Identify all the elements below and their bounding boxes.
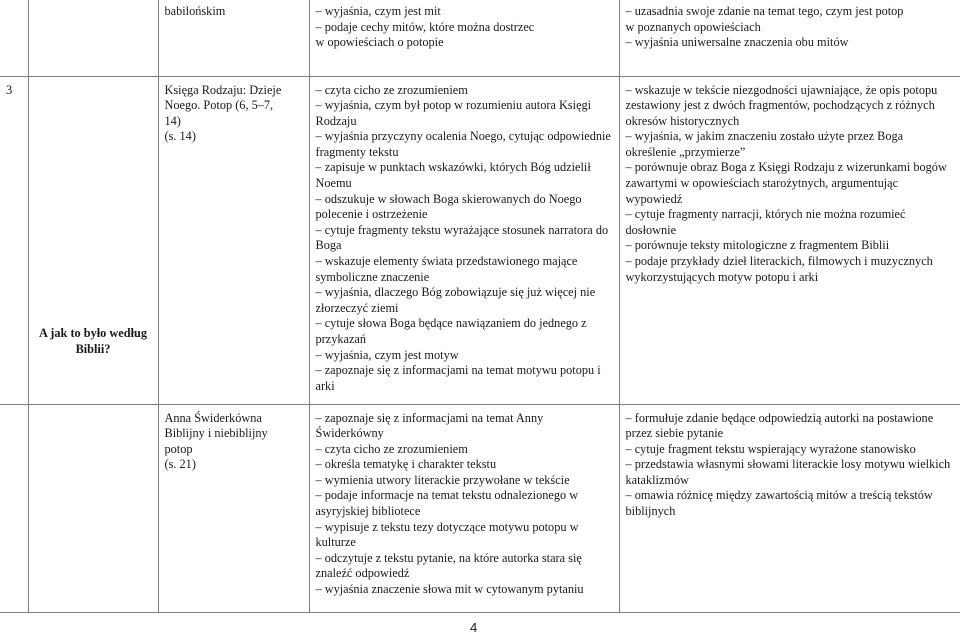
requirement-item: – wyjaśnia, w jakim znaczeniu zostało użyte przez Boga określenie „przymierze” xyxy=(625,129,904,159)
topic-cell xyxy=(28,76,158,404)
text-cell xyxy=(158,76,309,404)
text-line: babilońskim xyxy=(164,4,226,18)
requirement-item: – omawia różnicę między zawartością mitów a treścią tekstów biblijnych xyxy=(625,488,933,519)
requirement-item: – przedstawia własnymi słowami literackie losy motywu wielkich kataklizmów xyxy=(625,457,951,487)
text-line: Noego. Potop (6, 5–7, xyxy=(164,98,274,113)
aim-item: – wskazuje elementy świata przedstawionego mające symboliczne znaczenie xyxy=(315,254,578,284)
aim-item: – wyjaśnia, czym jest mit xyxy=(315,4,441,18)
aim-item: – zapoznaje się z informacjami na temat Anny Świderkówny xyxy=(315,410,544,441)
requirement-item: – cytuje fragment tekstu wspierający wyrażone stanowisko xyxy=(625,441,916,456)
aim-item: – wyjaśnia przyczyny ocalenia Noego, cytując odpowiednie fragmenty tekstu xyxy=(315,129,611,159)
aim-item: – wypisuje z tekstu tezy dotyczące motywu potopu w kulturze xyxy=(315,519,579,550)
text-line: Biblijny i niebiblijny xyxy=(164,426,268,441)
aim-item: – cytuje słowa Boga będące nawiązaniem do jednego z przykazań xyxy=(315,316,587,346)
aim-item: – odszukuje w słowach Boga skierowanych do Noego polecenie i ostrzeżenie xyxy=(315,191,582,222)
aims-cell xyxy=(309,76,619,404)
topic-cell xyxy=(28,0,158,76)
aim-item: – zapisuje w punktach wskazówki, których Bóg udzielił Noemu xyxy=(315,160,591,191)
requirement-item: – wyjaśnia uniwersalne znaczenia obu mitów xyxy=(625,35,849,50)
text-line: Anna Świderkówna xyxy=(164,410,262,425)
lesson-number-cell xyxy=(0,404,28,612)
aim-item: – wymienia utwory literackie przywołane w tekście xyxy=(315,472,570,487)
text-line: 14) xyxy=(164,113,181,128)
table-row xyxy=(0,0,960,76)
requirement-item: – wskazuje w tekście niezgodności ujawniające, że opis potopu zestawiony jest z dwóch fragmentów, pochodzących z różnych okresów historycznych xyxy=(625,82,938,128)
aims-cell xyxy=(309,0,619,76)
requirement-item: w poznanych opowieściach xyxy=(625,19,761,34)
text-line: potop xyxy=(164,441,193,456)
aim-item: – czyta cicho ze zrozumieniem xyxy=(315,82,468,97)
table-row xyxy=(0,76,960,404)
aim-item: – czyta cicho ze zrozumieniem xyxy=(315,441,468,456)
aim-item: – cytuje fragmenty tekstu wyrażające stosunek narratora do Boga xyxy=(315,222,609,253)
text-line: (s. 21) xyxy=(164,457,196,472)
aims-cell xyxy=(309,404,619,612)
lesson-number: 3 xyxy=(6,82,13,97)
requirement-item: – porównuje teksty mitologiczne z fragmentem Biblii xyxy=(625,238,890,253)
requirement-item: – formułuje zdanie będące odpowiedzią autorki na postawione przez siebie pytanie xyxy=(625,410,934,441)
aim-item: – zapoznaje się z informacjami na temat motywu potopu i arki xyxy=(315,363,601,393)
topic-cell xyxy=(28,404,158,612)
aim-item: w opowieściach o potopie xyxy=(315,35,444,50)
table-row xyxy=(0,404,960,612)
lesson-number-cell xyxy=(0,76,28,404)
requirements-cell xyxy=(619,76,960,404)
aim-item: – podaje cechy mitów, które można dostrzec xyxy=(315,19,535,34)
requirement-item: – uzasadnia swoje zdanie na temat tego, czym jest potop xyxy=(625,4,904,18)
requirement-item: – porównuje obraz Boga z Księgi Rodzaju z wizerunkami bogów zawartymi w opowieściach starożytnych, argumentując wypowiedź xyxy=(625,160,947,206)
aim-item: – podaje informacje na temat tekstu odnalezionego w asyryjskiej bibliotece xyxy=(315,488,579,519)
lesson-number-cell xyxy=(0,0,28,76)
text-line: (s. 14) xyxy=(164,129,196,144)
requirement-item: – cytuje fragmenty narracji, których nie można rozumieć dosłownie xyxy=(625,207,906,237)
lesson-topic: A jak to było według Biblii? xyxy=(39,326,147,356)
aim-item: – wyjaśnia, dlaczego Bóg zobowiązuje się już więcej nie złorzeczyć ziemi xyxy=(315,285,596,315)
page-number: 4 xyxy=(470,620,478,635)
text-cell xyxy=(158,0,309,76)
requirements-cell xyxy=(619,404,960,612)
aim-item: – określa tematykę i charakter tekstu xyxy=(315,457,497,472)
requirements-cell xyxy=(619,0,960,76)
aim-item: – wyjaśnia znaczenie słowa mit w cytowanym pytaniu xyxy=(315,582,584,597)
requirement-item: – podaje przykłady dzieł literackich, filmowych i muzycznych wykorzystujących motyw potopu i arki xyxy=(625,254,933,284)
aim-item: – wyjaśnia, czym jest motyw xyxy=(315,347,459,362)
aim-item: – odczytuje z tekstu pytanie, na które autorka stara się znaleźć odpowiedź xyxy=(315,550,582,581)
text-cell xyxy=(158,404,309,612)
aim-item: – wyjaśnia, czym był potop w rozumieniu autora Księgi Rodzaju xyxy=(315,98,592,128)
text-line: Księga Rodzaju: Dzieje xyxy=(164,82,282,97)
